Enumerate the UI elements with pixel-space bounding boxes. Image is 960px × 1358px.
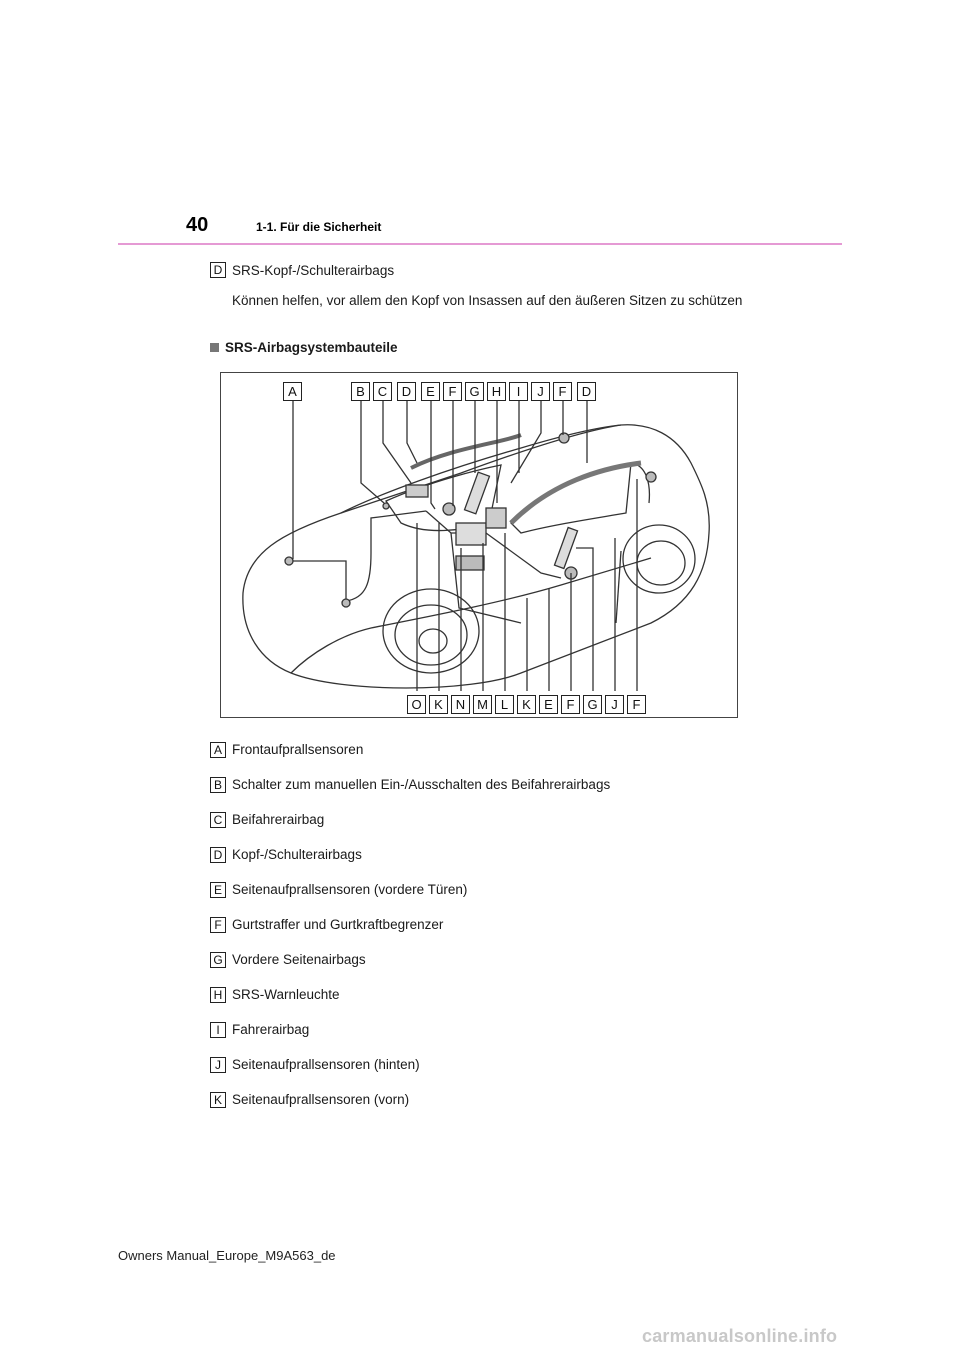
square-bullet-icon bbox=[210, 343, 219, 352]
legend-text: Schalter zum manuellen Ein-/Ausschalten des Beifahrerairbags bbox=[232, 777, 611, 792]
callout-top-e: E bbox=[421, 382, 440, 401]
legend-badge: E bbox=[210, 882, 226, 898]
intro-badge: D bbox=[210, 262, 226, 278]
legend-badge: G bbox=[210, 952, 226, 968]
callout-bottom-k2: K bbox=[517, 695, 536, 714]
airbag-components-figure bbox=[220, 372, 738, 718]
callout-top-a: A bbox=[283, 382, 302, 401]
legend-text: Frontaufprallsensoren bbox=[232, 742, 364, 757]
subhead-title: SRS-Airbagsystembauteile bbox=[225, 340, 398, 355]
footer-text: Owners Manual_Europe_M9A563_de bbox=[118, 1248, 336, 1263]
legend-badge: H bbox=[210, 987, 226, 1003]
legend-item bbox=[210, 1082, 610, 1117]
legend-item bbox=[210, 1012, 610, 1047]
callout-bottom-g: G bbox=[583, 695, 602, 714]
legend-text: Seitenaufprallsensoren (hinten) bbox=[232, 1057, 420, 1072]
callout-top-f: F bbox=[443, 382, 462, 401]
callout-top-h: H bbox=[487, 382, 506, 401]
callout-top-d2: D bbox=[577, 382, 596, 401]
legend-item bbox=[210, 802, 610, 837]
watermark: carmanualsonline.info bbox=[642, 1326, 838, 1346]
callout-bottom-j: J bbox=[605, 695, 624, 714]
callout-top-g: G bbox=[465, 382, 484, 401]
car-illustration bbox=[221, 373, 739, 719]
legend-item bbox=[210, 767, 610, 802]
legend-badge: K bbox=[210, 1092, 226, 1108]
callout-bottom-f: F bbox=[561, 695, 580, 714]
callout-top-i: I bbox=[509, 382, 528, 401]
callout-bottom-f2: F bbox=[627, 695, 646, 714]
callout-top-d: D bbox=[397, 382, 416, 401]
intro-description: Können helfen, vor allem den Kopf von Insassen auf den äußeren Sitzen zu schützen bbox=[232, 293, 743, 308]
legend-item bbox=[210, 977, 610, 1012]
legend-badge: D bbox=[210, 847, 226, 863]
intro-title: SRS-Kopf-/Schulterairbags bbox=[232, 262, 395, 278]
legend-text: Seitenaufprallsensoren (vordere Türen) bbox=[232, 882, 468, 897]
callout-top-c: C bbox=[373, 382, 392, 401]
intro-item bbox=[210, 262, 394, 278]
callout-top-f2: F bbox=[553, 382, 572, 401]
legend-item bbox=[210, 942, 610, 977]
legend-badge: A bbox=[210, 742, 226, 758]
legend-item bbox=[210, 837, 610, 872]
callout-top-b: B bbox=[351, 382, 370, 401]
legend-item bbox=[210, 732, 610, 767]
legend-list bbox=[210, 732, 610, 1117]
legend-item bbox=[210, 907, 610, 942]
callout-top-j: J bbox=[531, 382, 550, 401]
legend-badge: B bbox=[210, 777, 226, 793]
legend-text: Seitenaufprallsensoren (vorn) bbox=[232, 1092, 410, 1107]
callout-bottom-o: O bbox=[407, 695, 426, 714]
callout-bottom-n: N bbox=[451, 695, 470, 714]
legend-badge: I bbox=[210, 1022, 226, 1038]
section-title: 1-1. Für die Sicherheit bbox=[256, 220, 382, 234]
subhead bbox=[210, 340, 398, 355]
legend-item bbox=[210, 872, 610, 907]
legend-badge: C bbox=[210, 812, 226, 828]
legend-text: Fahrerairbag bbox=[232, 1022, 310, 1037]
callout-bottom-e: E bbox=[539, 695, 558, 714]
legend-text: Vordere Seitenairbags bbox=[232, 952, 366, 967]
legend-text: Beifahrerairbag bbox=[232, 812, 325, 827]
callout-bottom-l: L bbox=[495, 695, 514, 714]
callout-bottom-m: M bbox=[473, 695, 492, 714]
callout-bottom-k: K bbox=[429, 695, 448, 714]
legend-text: SRS-Warnleuchte bbox=[232, 987, 340, 1002]
legend-text: Kopf-/Schulterairbags bbox=[232, 847, 362, 862]
page-number: 40 bbox=[186, 214, 209, 236]
legend-item bbox=[210, 1047, 610, 1082]
legend-text: Gurtstraffer und Gurtkraftbegrenzer bbox=[232, 917, 444, 932]
legend-badge: J bbox=[210, 1057, 226, 1073]
header-divider bbox=[118, 243, 842, 245]
legend-badge: F bbox=[210, 917, 226, 933]
